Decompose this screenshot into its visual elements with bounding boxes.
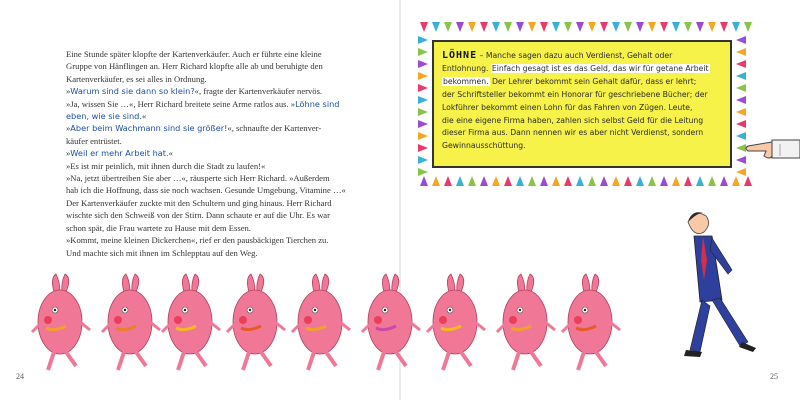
story-text-segment: «: [142, 111, 147, 122]
pink-creature-4: [227, 274, 285, 370]
story-text-segment: Eine Stunde später klopfte der Kartenverkäufer. Auch er führte eine kleine: [66, 49, 322, 59]
story-text-segment: »Ja, wissen Sie …«, Herr Richard breitete seine Arme ratlos aus. »: [66, 98, 296, 109]
quote-mark: »: [66, 86, 71, 97]
page-number-left: 24: [16, 372, 24, 381]
story-text-segment: käufer entrüstet.: [66, 135, 122, 146]
story-text-segment: «: [168, 148, 173, 159]
story-text-segment: Gruppe von Hänflingen an. Herr Richard klopfte alle ab und beruhigte den: [66, 61, 323, 72]
info-box-line: die eine eigene Firma haben, zahlen sich selbst Geld für die Leitung: [442, 115, 704, 125]
info-box-title: LÖHNE: [442, 50, 478, 61]
man-in-suit: [684, 212, 756, 357]
story-text-segment: schon spät, die Frau wartete zu Hause mit dem Essen.: [66, 222, 251, 233]
pink-creature-6: [362, 274, 420, 370]
story-text-segment: Kartenverkäufer, es sei alles in Ordnung.: [66, 73, 207, 84]
handwritten-speech: Weil er mehr Arbeit hat.: [70, 148, 169, 159]
pink-creature-3: [162, 274, 220, 370]
page-number-right: 25: [770, 372, 778, 381]
info-box-line: Gewinnausschüttung.: [442, 141, 526, 151]
story-text-segment: «, fragte der Kartenverkäufer nervös.: [194, 86, 323, 97]
highlighted-definition: bekommen.: [443, 76, 489, 86]
story-text-segment: «, schnaufte der Kartenver-: [227, 123, 322, 134]
pink-creature-5: [292, 274, 350, 370]
info-box-line: bekommen. Der Lehrer bekommt sein Gehalt dafür, dass er lehrt;: [443, 76, 697, 86]
handwritten-speech: Warum sind sie dann so klein?: [70, 86, 195, 97]
info-box-line: Entlohnung. Einfach gesagt ist es das Geld, das wir für getane Arbeit: [442, 63, 709, 73]
highlighted-definition: Einfach gesagt ist es das Geld, das wir für getane Arbeit: [491, 63, 709, 73]
story-text-segment: hab ich die Hoffnung, dass sie noch wachsen. Gesunde Umgebung, Vitamine …«: [66, 185, 346, 196]
info-box-line: LÖHNE – Manche sagen dazu auch Verdienst, Gehalt oder: [442, 50, 673, 61]
story-text-segment: »Kommt, meine kleinen Dickerchen«, rief er den pausbäckigen Tierchen zu.: [66, 235, 329, 246]
story-text-segment: »Es ist mir peinlich, mit ihnen durch die Stadt zu laufen!«: [66, 160, 266, 171]
quote-mark: »: [66, 148, 71, 159]
story-text-segment: Und machte sich mit ihnen im Schlepptau auf den Weg.: [66, 247, 258, 258]
story-text-segment: Der Kartenverkäufer zuckte mit den Schultern und ging hinaus. Herr Richard: [66, 197, 332, 208]
pink-creature-7: [427, 274, 485, 370]
handwritten-speech: Aber beim Wachmann sind sie größer!: [70, 123, 228, 134]
pink-creature-1: [32, 274, 90, 370]
handwritten-speech: eben, wie sie sind.: [66, 111, 142, 122]
handwritten-speech: Löhne sind: [295, 98, 340, 109]
info-box-line: dieser Firma aus. Dann nennen wir es aber nicht Verdienst, sondern: [442, 128, 704, 138]
info-box-line: Lokführer bekommt einen Lohn für das Fahren von Zügen. Leute,: [442, 102, 693, 112]
pink-creature-9: [562, 274, 620, 370]
quote-mark: »: [66, 123, 71, 134]
story-text-segment: »Na, jetzt übertreiben Sie aber …«, räusperte sich Herr Richard. »Außerdem: [66, 173, 330, 184]
story-text-segment: wischte sich den Schweiß von der Stirn. Dann schaute er auf die Uhr. Es war: [66, 210, 330, 221]
info-box-line: der Schriftsteller bekommt ein Honorar für geschriebene Bücher; der: [442, 89, 708, 99]
pink-creature-2: [102, 274, 160, 370]
pink-creature-8: [497, 274, 555, 370]
